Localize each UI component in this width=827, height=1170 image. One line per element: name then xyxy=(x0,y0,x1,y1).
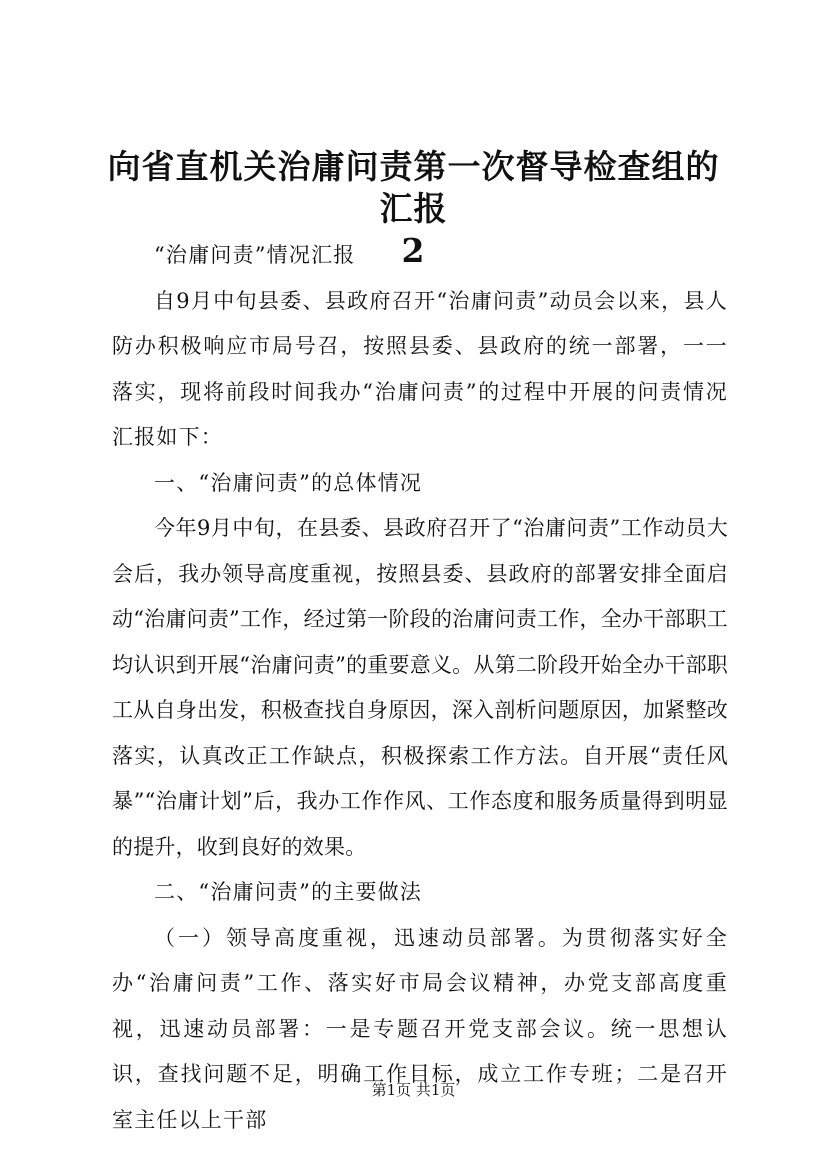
title-line-1: 向省直机关治庸问责第一次督导检查组的汇报 xyxy=(107,147,720,228)
page-footer: 第1页 共1页 xyxy=(371,1081,456,1099)
section-heading-2: 二、“治庸问责”的主要做法 xyxy=(154,880,423,904)
paragraph-overview: 今年9月中旬，在县委、县政府召开了“治庸问责”工作动员大会后，我办领导高度重视，按照县委、县政府的部署安排全面启动“治庸问责”工作，经过第一阶段的治庸问责工作，全办干部职工均认识到开展“治庸问责”的重要意义。从第二阶段开始全办干部职工从自身出发，积极查找自身原因，深入剖析问题原因，加紧整改落实，认真改正工作缺点，积极探索工作方法。自开展“责任风暴”“治庸计划”后，我办工作作风、工作态度和服务质量得到明显的提升，收到良好的效果。 xyxy=(112,516,728,859)
section-heading-1: 一、“治庸问责”的总体情况 xyxy=(154,470,423,495)
subheading-report: “治庸问责”情况汇报 xyxy=(154,243,356,267)
document-body xyxy=(112,233,728,1143)
title-line-2: 2 xyxy=(401,231,426,270)
paragraph-intro: 自9月中旬县委、县政府召开“治庸问责”动员会以来，县人防办积极响应市局号召，按照县委、县政府的统一部署，一一落实，现将前段时间我办“治庸问责”的过程中开展的问责情况汇报如下： xyxy=(112,288,728,449)
paragraph-measures: （一）领导高度重视，迅速动员部署。为贯彻落实好全办“治庸问责”工作、落实好市局会议精神，办党支部高度重视，迅速动员部署：一是专题召开党支部会议。统一思想认识，查找问题不足，明确工作目标，成立工作专班；二是召开室主任以上干部 xyxy=(112,925,728,1132)
